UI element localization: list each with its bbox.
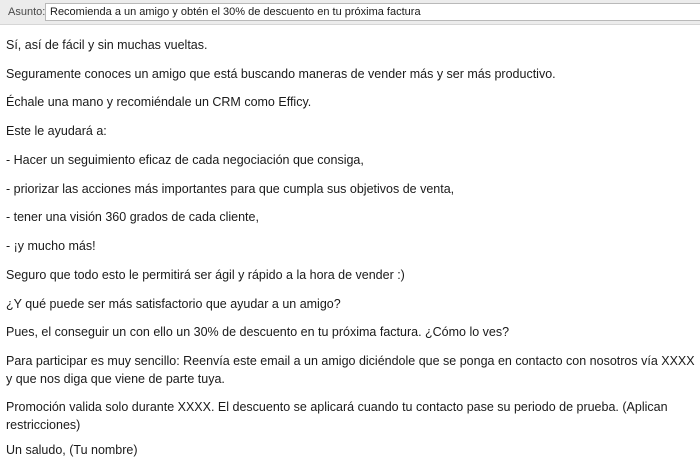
body-paragraph: Seguramente conoces un amigo que está buscando maneras de vender más y ser más productivo. [6,67,556,81]
email-body[interactable] [0,26,700,458]
body-paragraph: ¿Y qué puede ser más satisfactorio que ayudar a un amigo? [6,297,341,311]
body-paragraph: Pues, el conseguir un con ello un 30% de descuento en tu próxima factura. ¿Cómo lo ves? [6,325,510,339]
body-paragraph: - ¡y mucho más! [6,239,96,253]
subject-label: Asunto: [8,6,46,18]
subject-bar [0,0,700,25]
body-paragraph: - priorizar las acciones más importantes para que cumpla sus objetivos de venta, [6,182,455,196]
body-paragraph: Promoción valida solo durante XXXX. El descuento se aplicará cuando tu contacto pase su periodo de prueba. (Aplican restricciones) [6,400,668,432]
body-paragraph: Un saludo, (Tu nombre) [6,443,138,457]
body-paragraph: Échale una mano y recomiéndale un CRM como Efficy. [6,95,312,109]
body-paragraph: Seguro que todo esto le permitirá ser ágil y rápido a la hora de vender :) [6,268,405,282]
body-paragraph: Este le ayudará a: [6,124,107,138]
body-paragraph: - tener una visión 360 grados de cada cliente, [6,210,259,224]
subject-input[interactable] [45,3,700,21]
body-paragraph: Sí, así de fácil y sin muchas vueltas. [6,38,208,52]
body-paragraph: - Hacer un seguimiento eficaz de cada negociación que consiga, [6,153,364,167]
body-paragraph: Para participar es muy sencillo: Reenvía este email a un amigo diciéndole que se ponga en contacto con nosotros vía XXXX y que nos diga que viene de parte tuya. [6,354,695,386]
